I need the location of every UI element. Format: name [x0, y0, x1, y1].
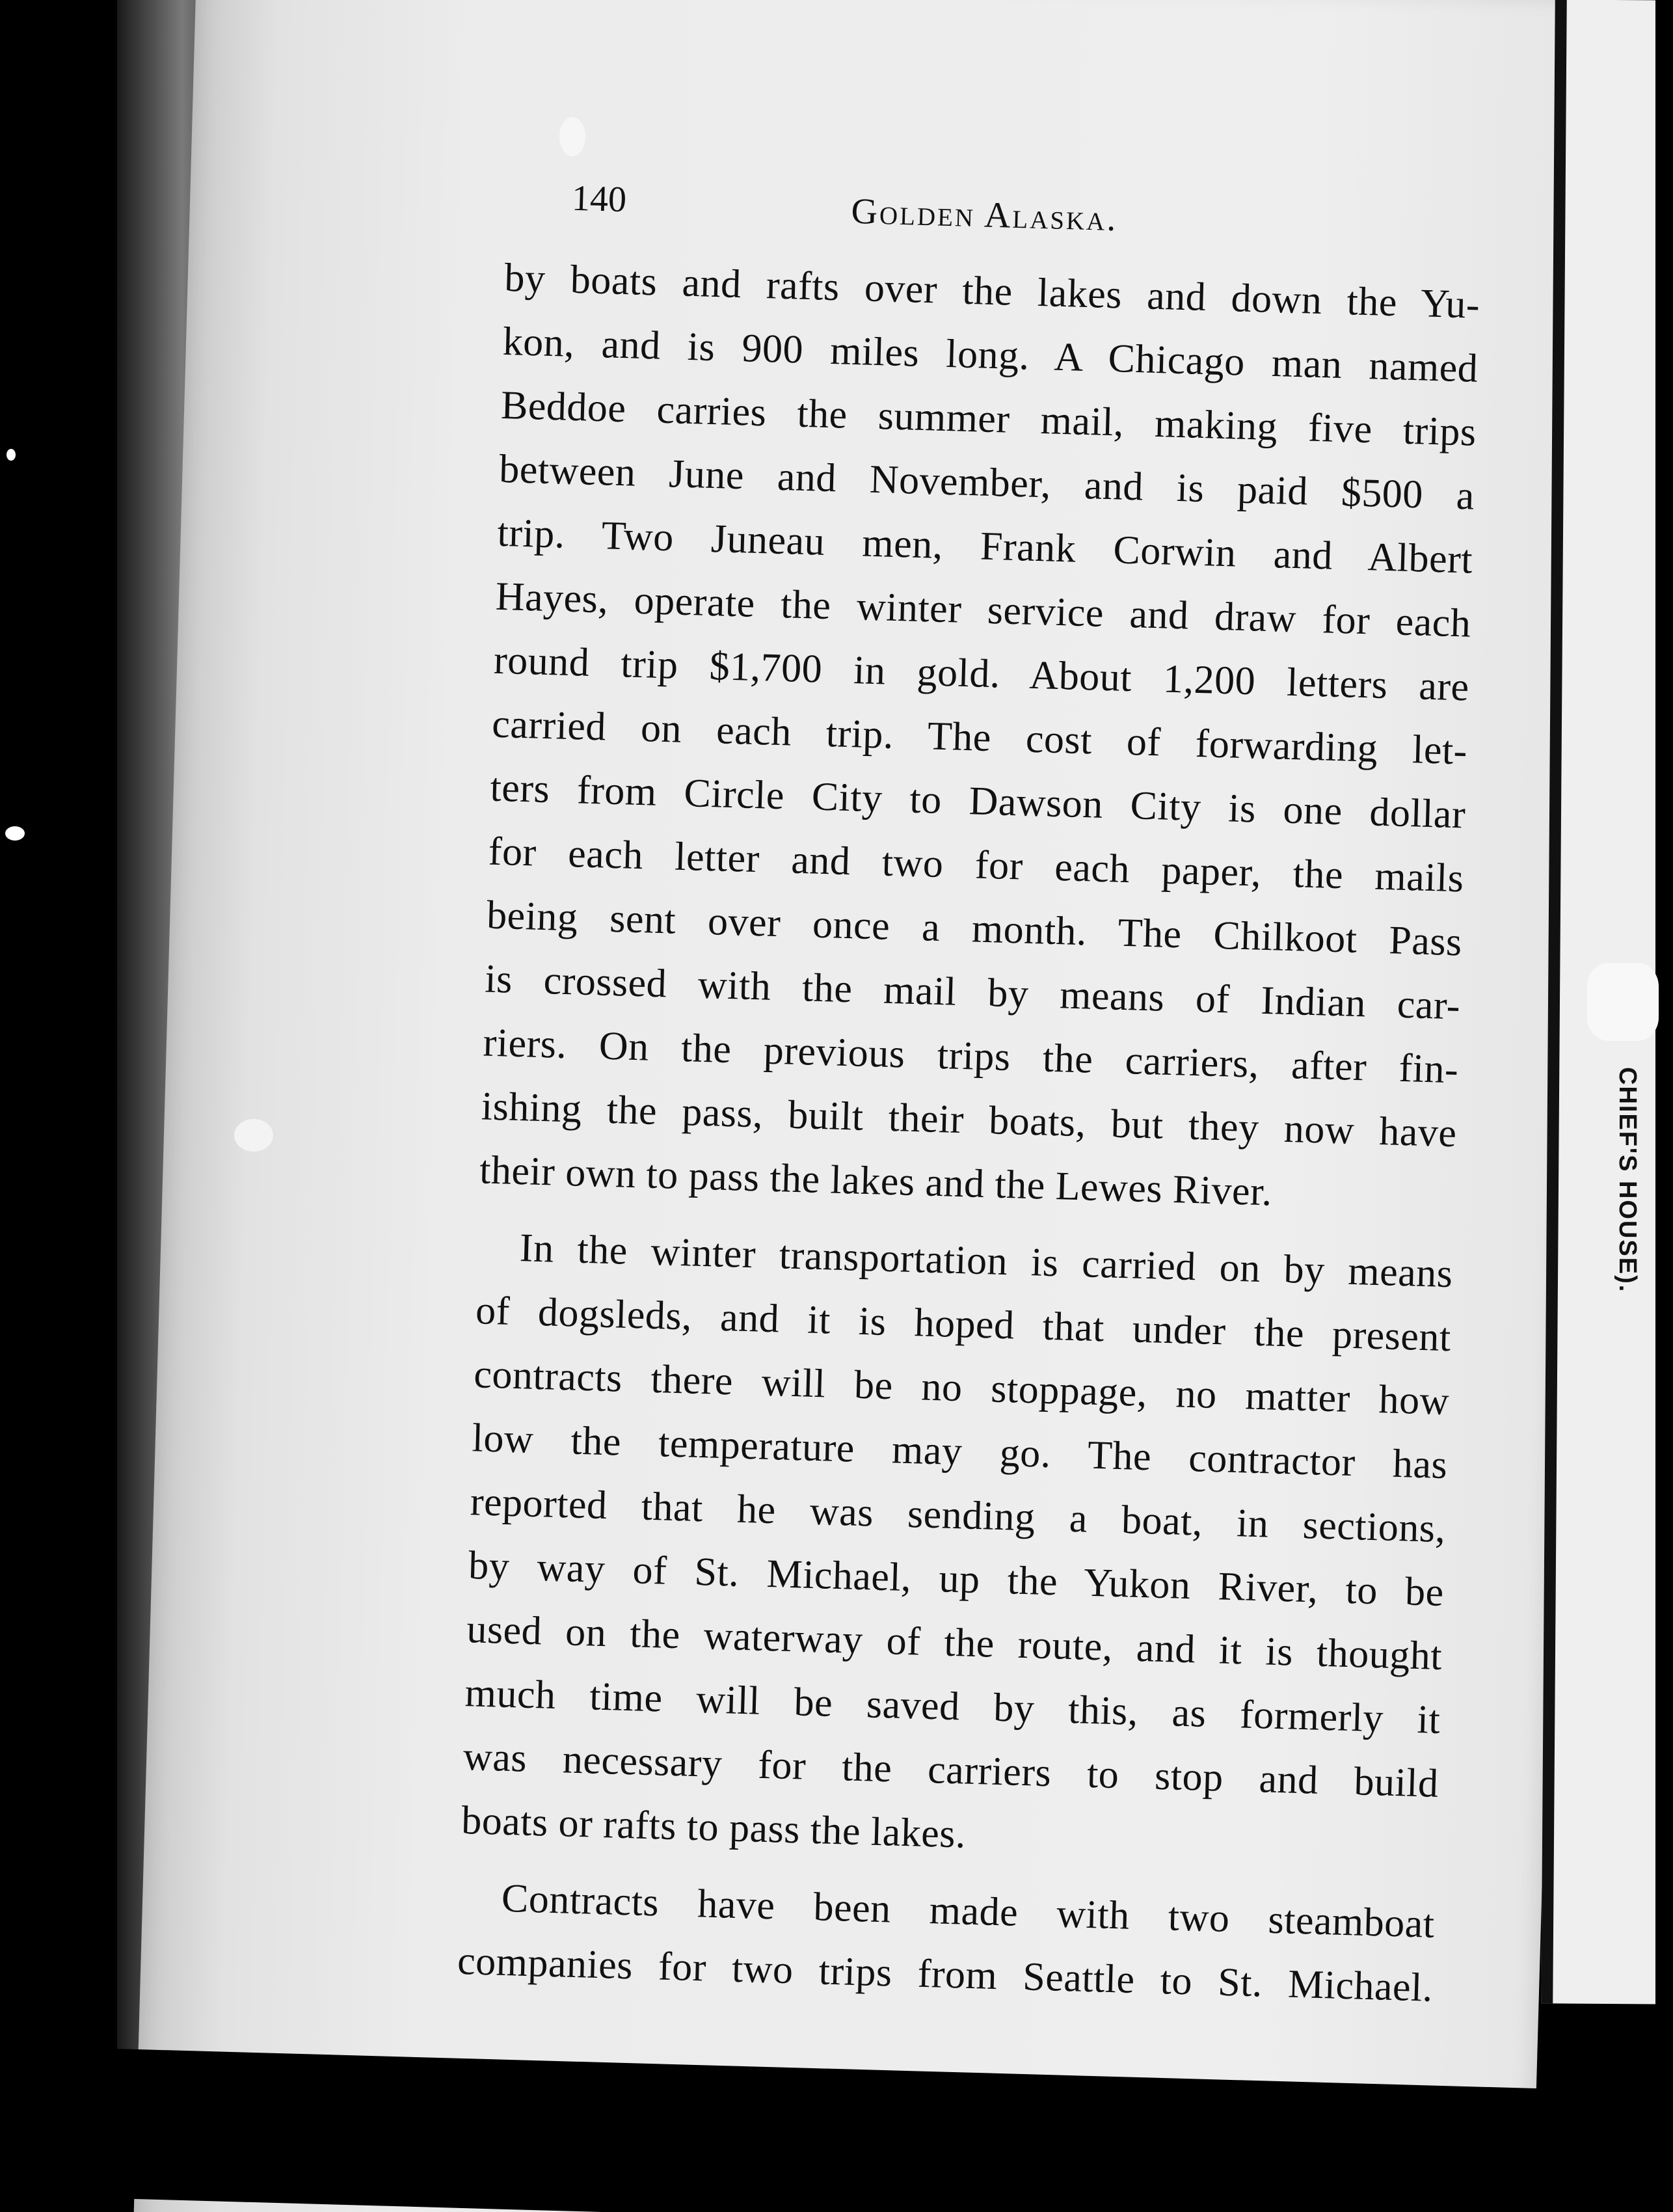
text-line: by boats and rafts over the lakes and down the Yu- [503, 255, 1480, 327]
scan-speck [5, 826, 25, 841]
scan-speck [7, 449, 16, 461]
plate-caption: CHIEF'S HOUSE). [1614, 1067, 1641, 1293]
text-line: In the winter transportation is carried on by means [519, 1226, 1454, 1297]
text-line: Contracts have been made with two steamboat [501, 1876, 1436, 1947]
text-line: Hayes, operate the winter service and draw for each [494, 574, 1472, 646]
text-block [457, 176, 1482, 2020]
text-line: kon, and is 900 miles long. A Chicago man named [502, 319, 1479, 391]
text-line: their own to pass the lakes and the Lewes River. [479, 1148, 1273, 1215]
text-line: low the temperature may go. The contractor has [471, 1416, 1449, 1488]
text-line: by way of St. Michael, up the Yukon River, to be [468, 1543, 1445, 1615]
body-text [457, 246, 1480, 2020]
page-number: 140 [571, 178, 627, 221]
text-line: of dogsleds, and it is hoped that under the present [475, 1288, 1452, 1360]
paragraph [457, 1865, 1436, 2020]
text-line: Beddoe carries the summer mail, making five trips [500, 383, 1477, 455]
text-line: being sent over once a month. The Chilkoot Pass [486, 893, 1463, 965]
page-title: Golden Alaska. [850, 191, 1119, 239]
text-line: carried on each trip. The cost of forwarding let- [491, 701, 1468, 774]
scan-speck [1587, 963, 1659, 1041]
text-line: is crossed with the mail by means of Indian car- [484, 956, 1461, 1029]
paragraph [479, 246, 1480, 1229]
text-line: boats or rafts to pass the lakes. [461, 1798, 967, 1857]
scan-border-right [1655, 0, 1673, 2212]
scan-speck [559, 117, 585, 156]
text-line: between June and November, and is paid $500 a [498, 446, 1475, 519]
text-line: ters from Circle City to Dawson City is one dollar [489, 765, 1467, 837]
text-line: reported that he was sending a boat, in sections, [470, 1479, 1447, 1552]
text-line: trip. Two Juneau men, Frank Corwin and Albert [496, 510, 1474, 582]
text-line: much time will be saved by this, as formerly it [464, 1671, 1441, 1742]
text-line: ishing the pass, built their boats, but they now have [481, 1084, 1458, 1156]
text-line: for each letter and two for each paper, the mails [488, 829, 1465, 901]
text-line: used on the waterway of the route, and it is thought [466, 1607, 1443, 1679]
paragraph [461, 1215, 1454, 1880]
text-line: round trip $1,700 in gold. About 1,200 letters are [493, 638, 1470, 710]
text-line: riers. On the previous trips the carriers, after fin- [482, 1020, 1460, 1092]
text-line: was necessary for the carriers to stop and build [462, 1734, 1439, 1806]
text-line: companies for two trips from Seattle to St. Michael. [457, 1938, 1434, 2010]
scan-speck [234, 1119, 273, 1152]
text-line: contracts there will be no stoppage, no matter how [473, 1352, 1450, 1424]
